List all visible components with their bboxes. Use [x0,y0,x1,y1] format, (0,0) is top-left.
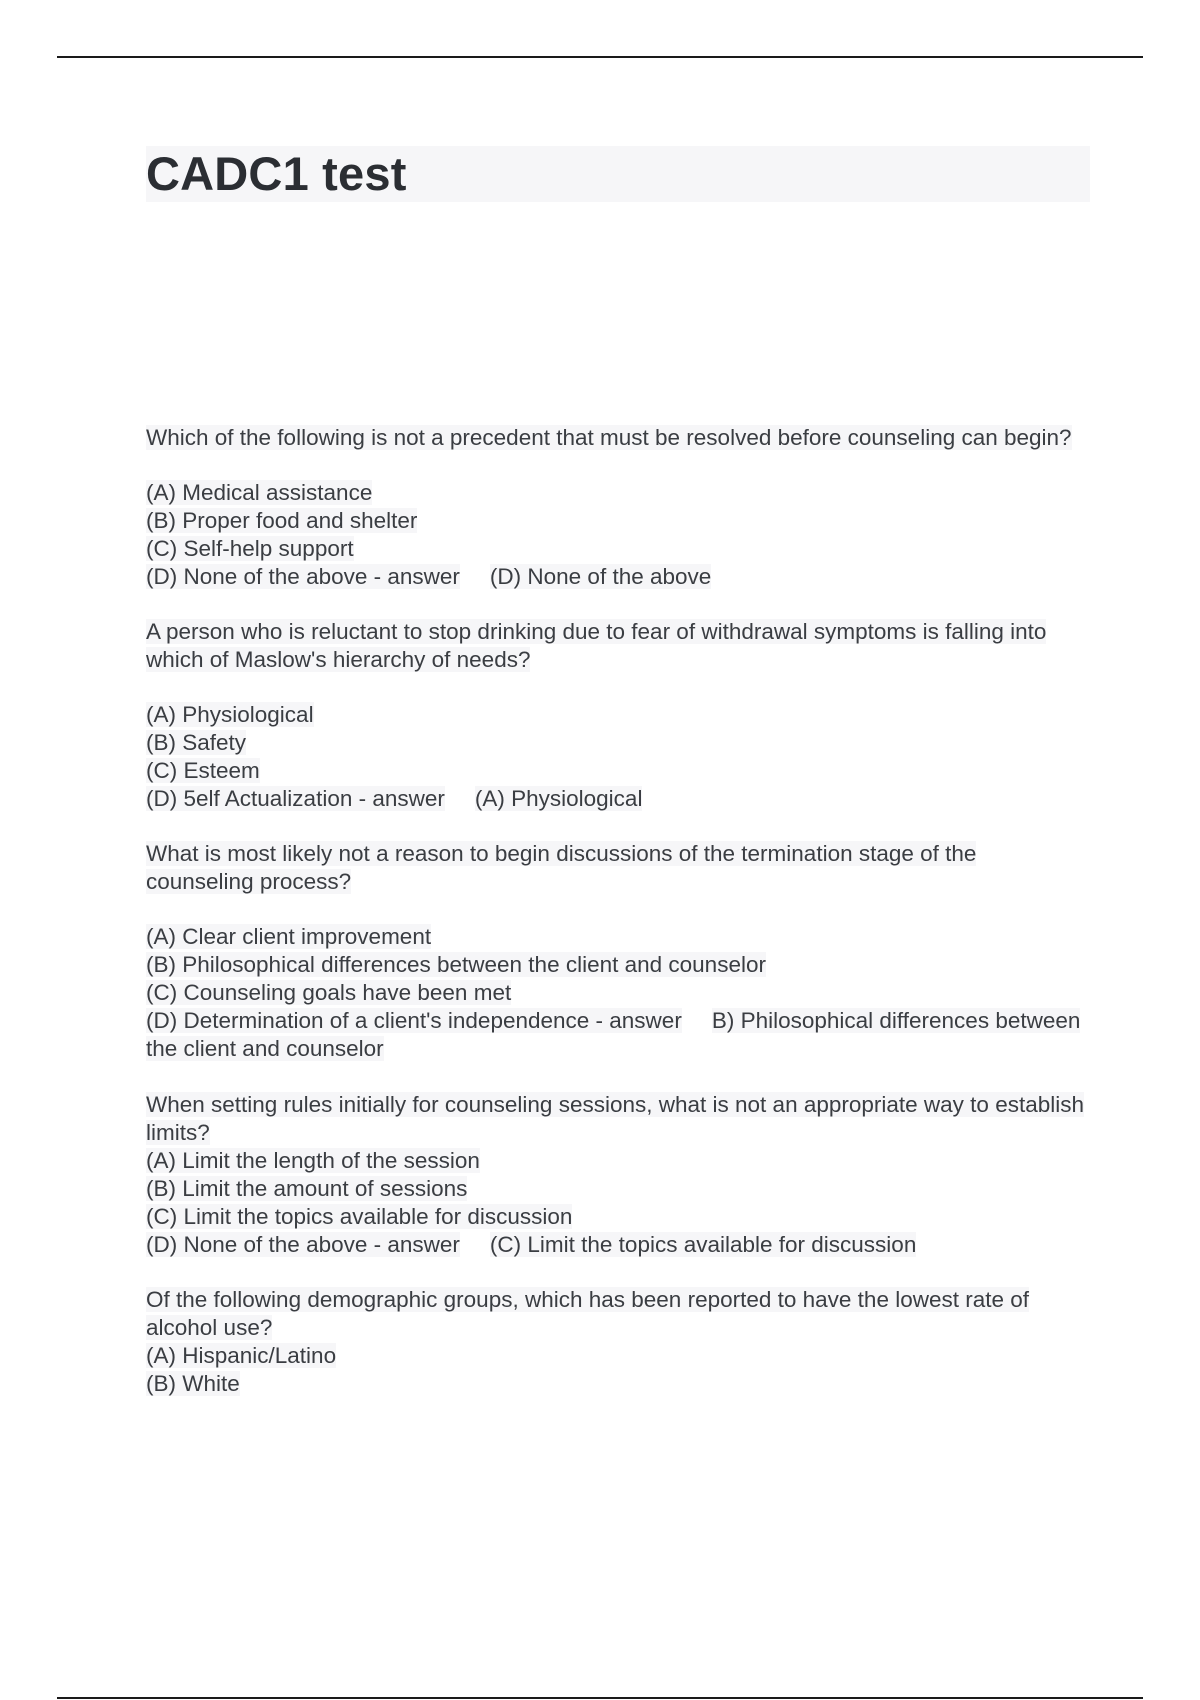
answer-text: (D) None of the above [489,564,712,589]
document-title: CADC1 test [146,147,407,200]
option-item: (C) Counseling goals have been met [146,980,512,1005]
question-block-2 [146,618,1090,813]
option-item: (A) Clear client improvement [146,924,432,949]
option-item: (C) Limit the topics available for discussion [146,1204,573,1229]
option-item-with-answer: (D) None of the above - answer (D) None of the above [146,564,712,589]
option-item: (B) Limit the amount of sessions [146,1176,468,1201]
option-item-with-answer: (D) Determination of a client's independence - answer B) Philosophical differences between the client and counselor [146,1008,1081,1061]
question-block-1 [146,424,1090,591]
answer-text: (C) Limit the topics available for discussion [489,1232,917,1257]
option-item: (B) Proper food and shelter [146,508,418,533]
question-block-5 [146,1286,1090,1398]
option-item: (A) Medical assistance [146,480,373,505]
question-list [146,424,1090,1398]
option-item: (A) Hispanic/Latino [146,1343,337,1368]
option-item: (B) Safety [146,730,247,755]
top-rule [57,56,1143,58]
option-list [146,1147,1090,1259]
answer-text: (A) Physiological [474,786,643,811]
question-block-3 [146,840,1090,1063]
option-list [146,923,1090,1063]
option-item: (B) White [146,1371,240,1396]
question-text: A person who is reluctant to stop drinking due to fear of withdrawal symptoms is falling into which of Maslow's hierarchy of needs? [146,619,1047,672]
option-item: (A) Limit the length of the session [146,1148,480,1173]
option-item: (C) Self-help support [146,536,354,561]
question-text: What is most likely not a reason to begin discussions of the termination stage of the counseling process? [146,841,977,894]
question-text: Which of the following is not a precedent that must be resolved before counseling can begin? [146,425,1072,450]
question-text: When setting rules initially for counseling sessions, what is not an appropriate way to establish limits? [146,1092,1084,1145]
option-item: (B) Philosophical differences between the client and counselor [146,952,766,977]
answer-text: B) Philosophical differences between the client and counselor [146,1008,1081,1061]
option-list [146,1342,1090,1398]
question-text: Of the following demographic groups, which has been reported to have the lowest rate of alcohol use? [146,1287,1030,1340]
option-item: (C) Esteem [146,758,260,783]
option-list [146,701,1090,813]
bottom-rule [57,1697,1143,1699]
option-item: (A) Physiological [146,702,314,727]
option-item-with-answer: (D) None of the above - answer (C) Limit the topics available for discussion [146,1232,917,1257]
question-block-4 [146,1091,1090,1259]
option-list [146,479,1090,591]
option-item-with-answer: (D) 5elf Actualization - answer (A) Physiological [146,786,643,811]
